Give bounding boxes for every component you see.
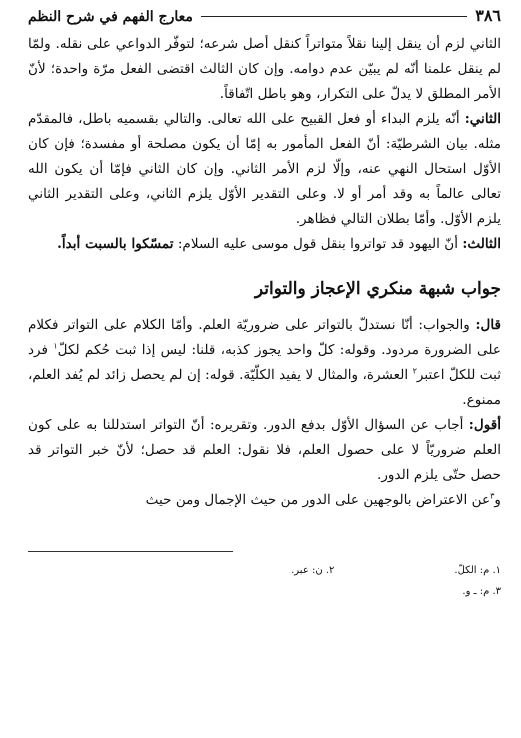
footnote-3: ٣. م: ـ و. [462,586,501,597]
footnotes [28,560,501,602]
paragraph-6 [28,488,501,513]
paragraph-5-text: أجاب عن السؤال الأوّل بدفع الدور. وتقريره: أنّ التواتر استدللنا به على كون العلم ضروريّاً لا على حصول العلم، فلا نقول: العلم قد حصل؛ لأنّ خبر التواتر قد حصل حتّى يلزم الدور. [28,417,501,483]
paragraph-6-text-b: عن الاعتراض بالوجهين على الدور من حيث الإجمال ومن حيث [145,492,491,508]
paragraph-3 [28,232,501,257]
paragraph-3-lead: الثالث: [462,236,501,252]
paragraph-6-text-a: و [494,492,501,508]
paragraph-1: الثاني لزم أن ينقل إلينا نقلاً متواتراً كنقل أصل شرعه؛ لتوفّر الدواعي على نقله. ولمّا لم ينقل علمنا أنّه لم يبيّن عدم دوامه. وإن كان الثالث اقتضى الفعل مرّة واحدة؛ لأنّ الأمر المطلق لا يدلّ على التكرار، وهو باطل اتّفاقاً. [28,36,501,102]
paragraph-5 [28,413,501,488]
paragraph-2-lead: الثاني: [464,111,501,127]
paragraph-5-lead: أقول: [468,417,501,433]
page-number: ٣٨٦ [475,6,501,25]
paragraph-4 [28,313,501,413]
running-header [28,6,501,32]
footnote-row [28,560,501,581]
section-heading: جواب شبهة منكري الإعجاز والتواتر [254,279,501,299]
paragraph-4-text-a: والجواب: أنّا نستدلّ بالتواتر على ضروريّة العلم. وأمّا الكلام على التواتر فكلام على الضرورة مردود. وقوله: كلّ واحد يجوز كذبه، قلنا: ليس إذا ثبت حُكم لكلّ [28,317,501,358]
paragraph-3-text: أنّ اليهود قد تواتروا بنقل قول موسى عليه السلام: [173,236,463,252]
paragraph-3-quote: تمسّكوا بالسبت أبداً. [57,236,174,252]
main-text [28,32,501,513]
paragraph-4-text-c: العشرة، والمثال لا يفيد الكلّيّة. قوله: إن لم يحصل زائد لم يُفد العلم، ممنوع. [28,367,501,408]
footnote-rule [28,551,233,552]
paragraph-4-lead: قال: [475,317,501,333]
footnote-row [28,581,501,602]
paragraph-2-text: أنّه يلزم البداء أو فعل القبيح على الله تعالى. والتالي بقسميه باطل، فالمقدّم مثله. بيان الشرطيّة: أنّ الفعل المأمور به إمّا أن يكون مصلحة أو مفسدة؛ فإن كان الأوّل استحال النهي عنه، وإلّا لزم الأمر الثاني. وإن كان الثاني فإمّا أن يكون الله تعالى عالماً به وقد أمر أو لا. وعلى التقدير الأوّل يلزم الثاني، وعلى التقدير الثاني يلزم الأوّل. وأمّا بطلان التالي فظاهر. [28,111,501,227]
footnote-ref-2: ٢ [412,366,417,376]
paragraph-2 [28,107,501,232]
footnote-2: ٢. ن: عبر. [291,565,335,576]
footnote-ref-3: ٣ [490,491,495,501]
header-rule [201,16,467,17]
footnote-ref-1: ١ [53,341,58,351]
book-title: معارج الفهم في شرح النظم [28,9,193,25]
paragraph-4-text-b: فرد ثبت للكلّ اعتبر [28,342,501,383]
footnote-1: ١. م: الكلّ. [454,565,501,576]
